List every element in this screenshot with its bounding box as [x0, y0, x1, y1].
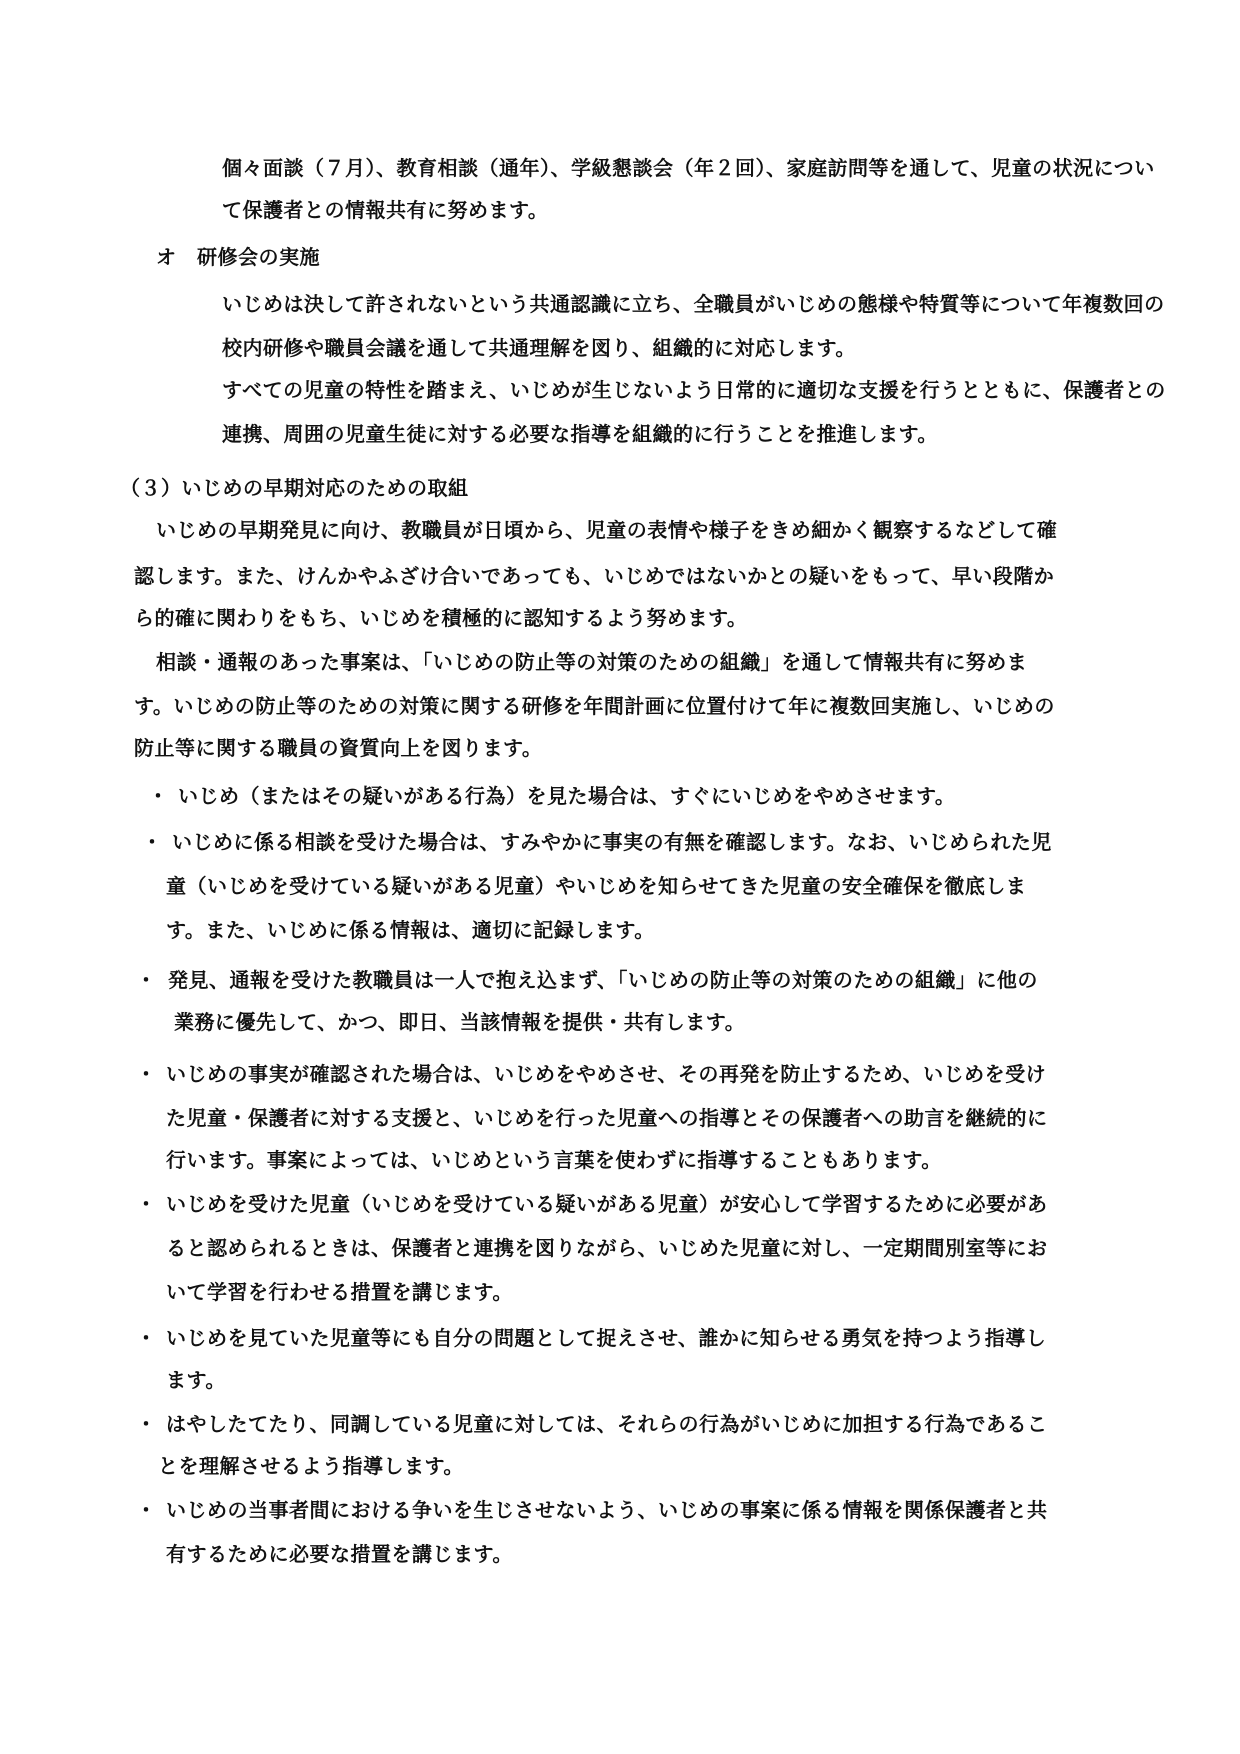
bullet-item-line: 業務に優先して、かつ、即日、当該情報を提供・共有します。 — [174, 1010, 746, 1034]
bullet-mark: ・ — [136, 1326, 156, 1350]
bullet-item-line: いじめを見ていた児童等にも自分の問題として捉えさせ、誰かに知らせる勇気を持つよう指導し — [166, 1326, 1047, 1350]
bullet-mark: ・ — [142, 830, 162, 854]
bullet-item-line: いじめの事実が確認された場合は、いじめをやめさせ、その再発を防止するため、いじめを受け — [166, 1062, 1047, 1086]
paragraph-line: す。いじめの防止等のための対策に関する研修を年間計画に位置付けて年に複数回実施し、いじめの — [134, 694, 1055, 718]
paragraph-line: いじめは決して許されないという共通認識に立ち、全職員がいじめの態様や特質等について年複数回の — [222, 292, 1165, 316]
bullet-item-line: ます。 — [166, 1368, 226, 1392]
bullet-mark: ・ — [136, 1498, 156, 1522]
bullet-mark: ・ — [148, 784, 168, 808]
section-heading: （３）いじめの早期対応のための取組 — [120, 476, 469, 500]
paragraph-line: すべての児童の特性を踏まえ、いじめが生じないよう日常的に適切な支援を行うとともに、保護者との — [222, 378, 1166, 402]
bullet-item-line: いじめに係る相談を受けた場合は、すみやかに事実の有無を確認します。なお、いじめられた児 — [172, 830, 1052, 854]
bullet-item-line: 行います。事案によっては、いじめという言葉を使わずに指導することもあります。 — [166, 1148, 942, 1172]
paragraph-line: 防止等に関する職員の資質向上を図ります。 — [134, 736, 543, 760]
paragraph-line: 個々面談（７月）、教育相談（通年）、学級懇談会（年２回）、家庭訪問等を通して、児童の状況につい — [222, 156, 1155, 180]
bullet-item-line: いじめを受けた児童（いじめを受けている疑いがある児童）が安心して学習するために必要があ — [166, 1192, 1048, 1216]
paragraph-line: ら的確に関わりをもち、いじめを積極的に認知するよう努めます。 — [134, 606, 748, 630]
paragraph-line: 認します。また、けんかやふざけ合いであっても、いじめではないかとの疑いをもって、早い段階か — [134, 564, 1055, 588]
bullet-item-line: いじめ（またはその疑いがある行為）を見た場合は、すぐにいじめをやめさせます。 — [178, 784, 956, 808]
bullet-item-line: いて学習を行わせる措置を講じます。 — [166, 1280, 513, 1304]
bullet-item-line: 童（いじめを受けている疑いがある児童）やいじめを知らせてきた児童の安全確保を徹底しま — [166, 874, 1027, 898]
bullet-mark: ・ — [136, 1412, 156, 1436]
bullet-item-line: す。また、いじめに係る情報は、適切に記録します。 — [166, 918, 655, 942]
bullet-item-line: ると認められるときは、保護者と連携を図りながら、いじめた児童に対し、一定期間別室等にお — [166, 1236, 1048, 1260]
bullet-mark: ・ — [136, 968, 156, 992]
paragraph-line: て保護者との情報共有に努めます。 — [222, 198, 549, 222]
bullet-item-line: はやしたてたり、同調している児童に対しては、それらの行為がいじめに加担する行為であるこ — [166, 1412, 1048, 1436]
bullet-item-line: いじめの当事者間における争いを生じさせないよう、いじめの事案に係る情報を関係保護者と共 — [166, 1498, 1048, 1522]
bullet-mark: ・ — [136, 1062, 156, 1086]
bullet-item-line: とを理解させるよう指導します。 — [158, 1454, 464, 1478]
paragraph-line: 相談・通報のあった事案は、「いじめの防止等の対策のための組織」を通して情報共有に努めま — [156, 650, 1028, 674]
bullet-item-line: 発見、通報を受けた教職員は一人で抱え込まず、「いじめの防止等の対策のための組織」に他の — [168, 968, 1038, 992]
bullet-item-line: た児童・保護者に対する支援と、いじめを行った児童への指導とその保護者への助言を継続的に — [166, 1106, 1048, 1130]
paragraph-line: 連携、周囲の児童生徒に対する必要な指導を組織的に行うことを推進します。 — [222, 422, 938, 446]
paragraph-line: 校内研修や職員会議を通して共通理解を図り、組織的に対応します。 — [222, 336, 856, 360]
bullet-mark: ・ — [136, 1192, 156, 1216]
bullet-item-line: 有するために必要な措置を講じます。 — [166, 1542, 513, 1566]
section-heading: オ 研修会の実施 — [156, 245, 320, 269]
paragraph-line: いじめの早期発見に向け、教職員が日頃から、児童の表情や様子をきめ細かく観察するなどして確 — [156, 518, 1058, 542]
